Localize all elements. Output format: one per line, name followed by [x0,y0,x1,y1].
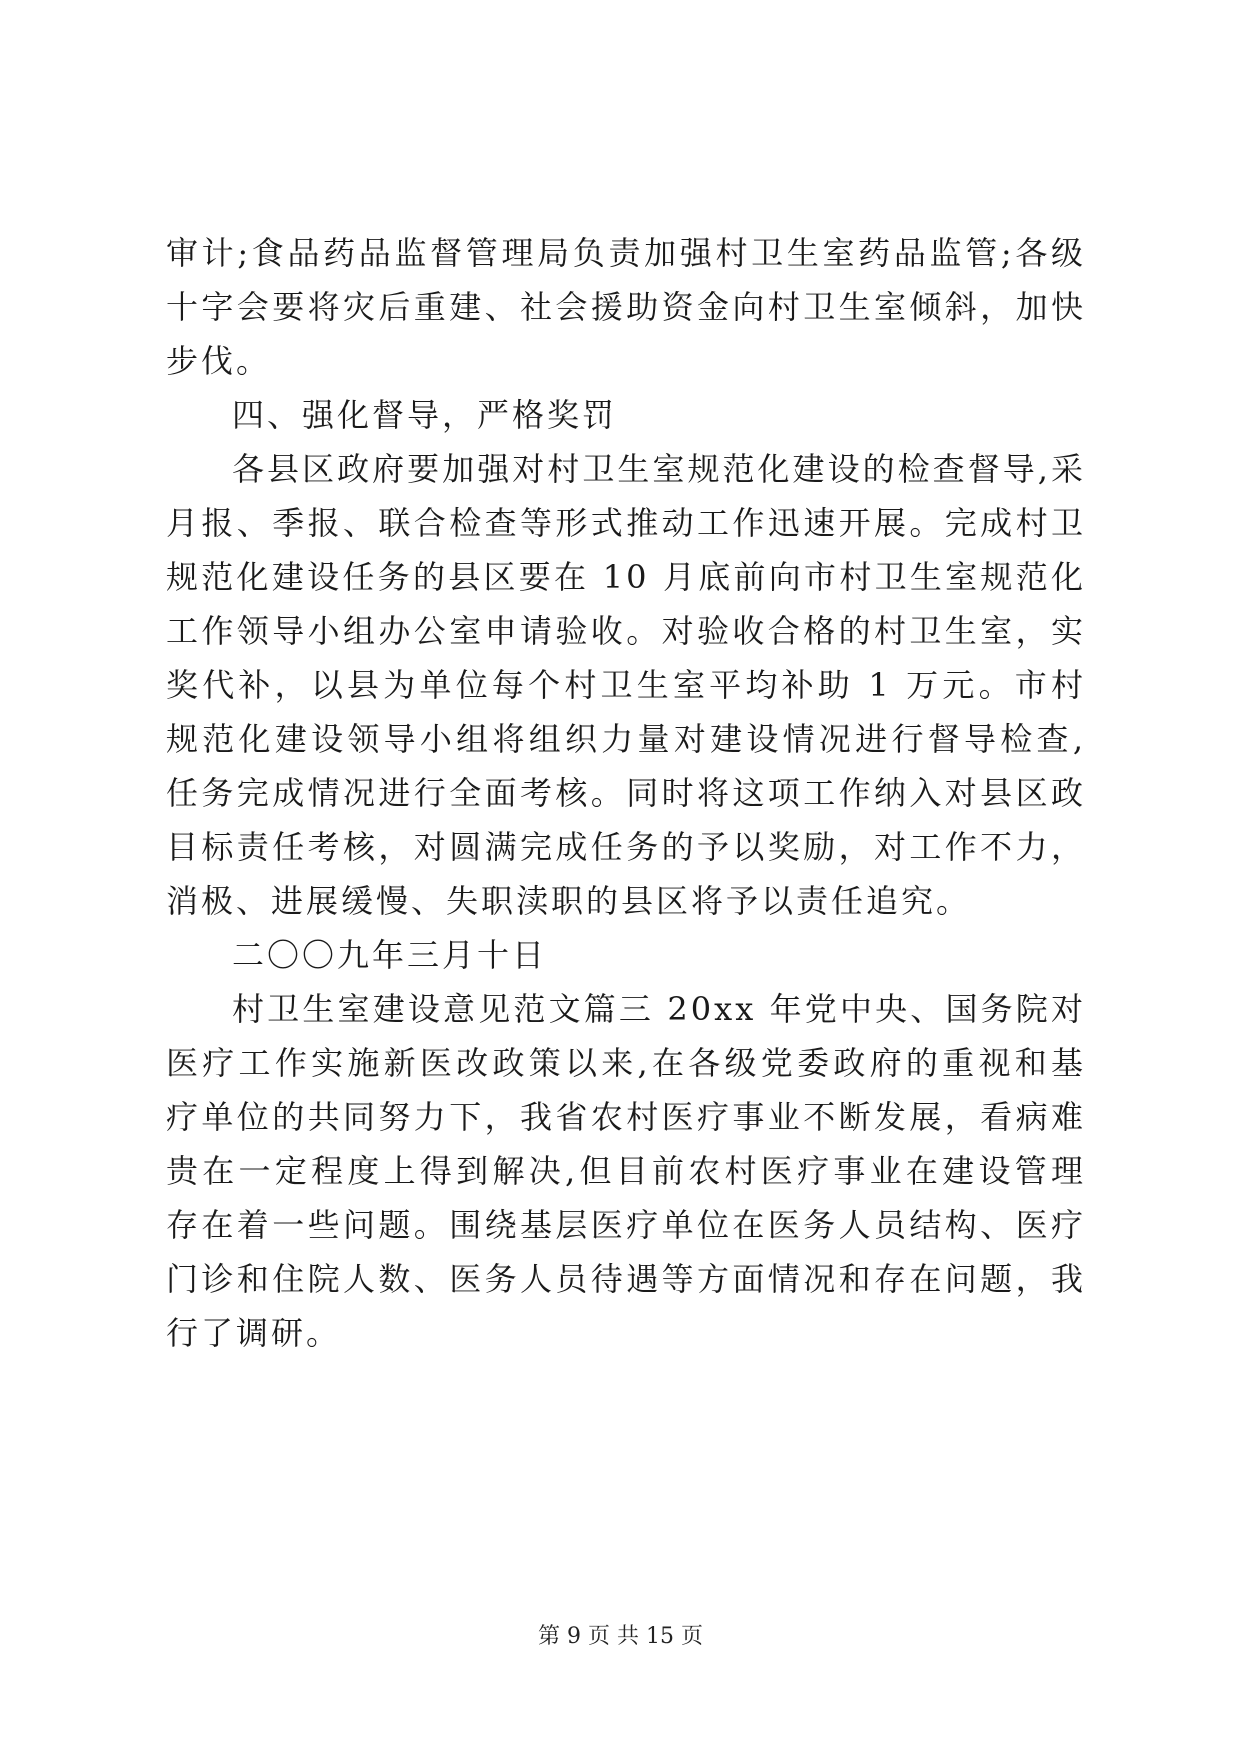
text-line: 规范化建设领导小组将组织力量对建设情况进行督导检查, [166,720,1086,758]
text-line: 步伐。 [166,342,272,380]
page-number-footer: 第 9 页 共 15 页 [538,1624,703,1649]
text-line: 行了调研。 [166,1314,342,1352]
text-line: 月报、季报、联合检查等形式推动工作迅速开展。完成村卫 [166,504,1086,542]
text-line: 存在着一些问题。围绕基层医疗单位在医务人员结构、医疗 [166,1206,1086,1244]
text-line: 任务完成情况进行全面考核。同时将这项工作纳入对县区政 [166,774,1086,812]
text-line: 门诊和住院人数、医务人员待遇等方面情况和存在问题，我 [166,1260,1086,1298]
text-line: 目标责任考核，对圆满完成任务的予以奖励，对工作不力， [166,828,1086,866]
text-line: 医疗工作实施新医改政策以来,在各级党委政府的重视和基 [166,1044,1086,1082]
text-line: 工作领导小组办公室申请验收。对验收合格的村卫生室，实 [166,612,1086,650]
section-heading: 四、强化督导，严格奖罚 [232,396,618,434]
text-line: 贵在一定程度上得到解决,但目前农村医疗事业在建设管理 [166,1152,1086,1190]
text-line: 村卫生室建设意见范文篇三 20xx 年党中央、国务院对 [232,990,1086,1028]
date-line: 二〇〇九年三月十日 [232,936,548,974]
text-line: 奖代补，以县为单位每个村卫生室平均补助 1 万元。市村 [166,666,1086,704]
text-line: 疗单位的共同努力下，我省农村医疗事业不断发展，看病难 [166,1098,1086,1136]
text-line: 审计;食品药品监督管理局负责加强村卫生室药品监管;各级 [166,234,1086,272]
text-line: 消极、进展缓慢、失职渎职的县区将予以责任追究。 [166,882,972,920]
text-line: 十字会要将灾后重建、社会援助资金向村卫生室倾斜，加快 [166,288,1086,326]
text-line: 各县区政府要加强对村卫生室规范化建设的检查督导,采 [232,450,1086,488]
text-line: 规范化建设任务的县区要在 10 月底前向市村卫生室规范化 [166,558,1086,596]
